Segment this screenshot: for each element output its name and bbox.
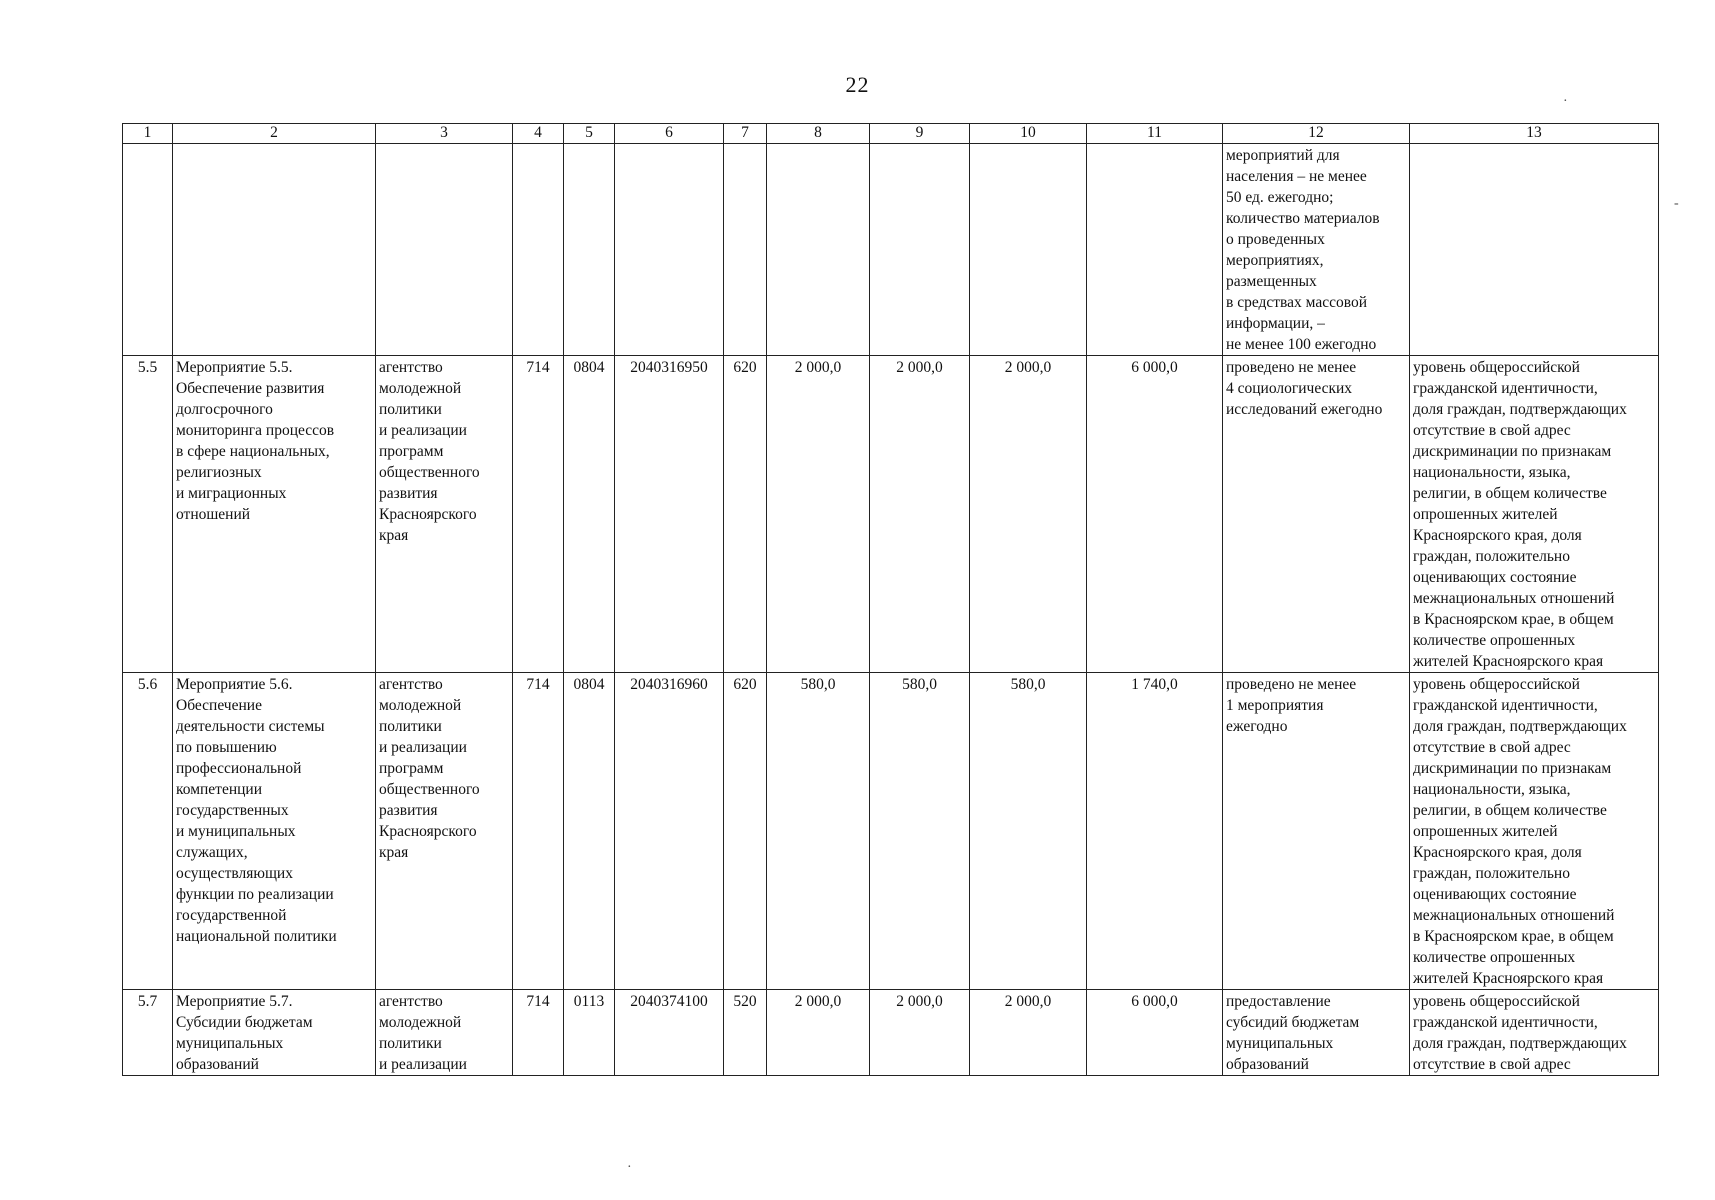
column-header: 8	[767, 124, 870, 144]
amount-year-2: 2 000,0	[870, 356, 970, 673]
amount-year-1: 2 000,0	[767, 990, 870, 1076]
amount-year-2: 580,0	[870, 673, 970, 990]
column-header: 12	[1223, 124, 1410, 144]
amount-year-2: 2 000,0	[870, 990, 970, 1076]
amount-total: 6 000,0	[1087, 356, 1223, 673]
table-row	[123, 673, 1659, 990]
grbs-code	[513, 144, 564, 356]
column-header: 3	[376, 124, 513, 144]
section-code	[564, 144, 615, 356]
column-header: 4	[513, 124, 564, 144]
program-measures-table	[122, 123, 1659, 1076]
expense-type-code	[724, 144, 767, 356]
amount-year-2	[870, 144, 970, 356]
measure-name: Мероприятие 5.6. Обеспечение деятельности системы по повышению профессиональной компетенции государственных и муниципальных служащих, осуществляющих функции по реализации государственной национальной политики	[173, 673, 376, 990]
table-row	[123, 144, 1659, 356]
table-row	[123, 990, 1659, 1076]
amount-year-3: 580,0	[970, 673, 1087, 990]
row-number: 5.7	[123, 990, 173, 1076]
expected-result: проведено не менее 4 социологических исследований ежегодно	[1223, 356, 1410, 673]
row-number: 5.5	[123, 356, 173, 673]
executor: агентство молодежной политики и реализации	[376, 990, 513, 1076]
amount-year-3: 2 000,0	[970, 990, 1087, 1076]
executor: агентство молодежной политики и реализации программ общественного развития Красноярского края	[376, 356, 513, 673]
scan-speck: ·	[627, 1160, 632, 1175]
amount-total	[1087, 144, 1223, 356]
column-header: 2	[173, 124, 376, 144]
grbs-code: 714	[513, 356, 564, 673]
measure-name: Мероприятие 5.5. Обеспечение развития долгосрочного мониторинга процессов в сфере национальных, религиозных и миграционных отношений	[173, 356, 376, 673]
amount-year-3	[970, 144, 1087, 356]
indicator: уровень общероссийской гражданской идентичности, доля граждан, подтверждающих отсутствие в свой адрес	[1410, 990, 1659, 1076]
amount-total: 6 000,0	[1087, 990, 1223, 1076]
amount-year-3: 2 000,0	[970, 356, 1087, 673]
expense-type-code: 520	[724, 990, 767, 1076]
expected-result: мероприятий для населения – не менее 50 ед. ежегодно; количество материалов о проведенных мероприятиях, размещенных в средствах массовой информации, – не менее 100 ежегодно	[1223, 144, 1410, 356]
column-header: 10	[970, 124, 1087, 144]
grbs-code: 714	[513, 673, 564, 990]
column-header: 9	[870, 124, 970, 144]
column-header: 6	[615, 124, 724, 144]
measure-name: Мероприятие 5.7. Субсидии бюджетам муниципальных образований	[173, 990, 376, 1076]
measure-name	[173, 144, 376, 356]
scan-speck: -	[1674, 196, 1679, 211]
indicator: уровень общероссийской гражданской идентичности, доля граждан, подтверждающих отсутствие в свой адрес дискриминации по признакам национальности, языка, религии, в общем количестве опрошенных жителей Красноярского края, доля граждан, положительно оценивающих состояние межнациональных отношений в Красноярском крае, в общем количестве опрошенных жителей Красноярского края	[1410, 673, 1659, 990]
section-code: 0113	[564, 990, 615, 1076]
expense-type-code: 620	[724, 356, 767, 673]
amount-year-1: 2 000,0	[767, 356, 870, 673]
section-code: 0804	[564, 673, 615, 990]
target-article-code: 2040374100	[615, 990, 724, 1076]
section-code: 0804	[564, 356, 615, 673]
indicator	[1410, 144, 1659, 356]
amount-year-1: 580,0	[767, 673, 870, 990]
column-number-row	[123, 124, 1659, 144]
column-header: 11	[1087, 124, 1223, 144]
column-header: 5	[564, 124, 615, 144]
executor: агентство молодежной политики и реализации программ общественного развития Красноярского края	[376, 673, 513, 990]
grbs-code: 714	[513, 990, 564, 1076]
amount-year-1	[767, 144, 870, 356]
row-number	[123, 144, 173, 356]
table-row	[123, 356, 1659, 673]
indicator: уровень общероссийской гражданской идентичности, доля граждан, подтверждающих отсутствие в свой адрес дискриминации по признакам национальности, языка, религии, в общем количестве опрошенных жителей Красноярского края, доля граждан, положительно оценивающих состояние межнациональных отношений в Красноярском крае, в общем количестве опрошенных жителей Красноярского края	[1410, 356, 1659, 673]
target-article-code	[615, 144, 724, 356]
column-header: 13	[1410, 124, 1659, 144]
column-header: 1	[123, 124, 173, 144]
page-number: 22	[845, 72, 870, 97]
row-number: 5.6	[123, 673, 173, 990]
expected-result: проведено не менее 1 мероприятия ежегодно	[1223, 673, 1410, 990]
expected-result: предоставление субсидий бюджетам муниципальных образований	[1223, 990, 1410, 1076]
scan-speck: ·	[1563, 94, 1568, 109]
target-article-code: 2040316950	[615, 356, 724, 673]
executor	[376, 144, 513, 356]
column-header: 7	[724, 124, 767, 144]
target-article-code: 2040316960	[615, 673, 724, 990]
amount-total: 1 740,0	[1087, 673, 1223, 990]
expense-type-code: 620	[724, 673, 767, 990]
